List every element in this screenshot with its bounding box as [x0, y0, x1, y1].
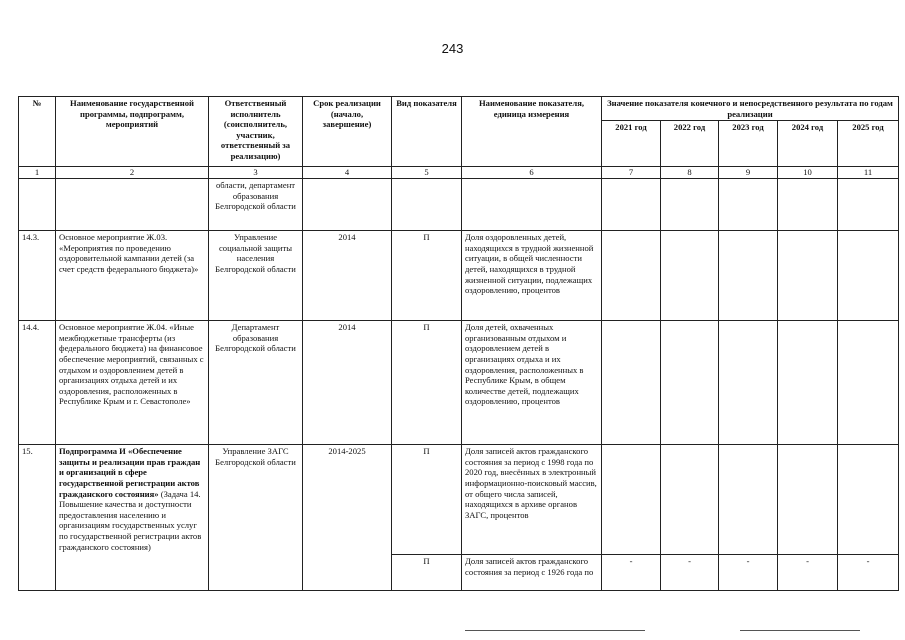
- cell-indicator-type: П: [392, 231, 462, 321]
- cell-responsible: Управление ЗАГС Белгородской области: [209, 445, 303, 591]
- subprogram-task: (Задача 14. Повышение качества и доступности предоставления населению и организациям государственных услуг по государственной регистрации актов гражданского состояния): [59, 488, 202, 552]
- cell-term: 2014: [303, 231, 392, 321]
- column-number: 1: [19, 167, 56, 179]
- header-indicator-name: Наименование показателя, единица измерения: [462, 97, 602, 167]
- header-year-2025: 2025 год: [838, 121, 899, 167]
- cell-value: [602, 445, 661, 555]
- cell-value: [778, 231, 838, 321]
- cell-name: Основное мероприятие Ж.03. «Мероприятия по проведению оздоровительной кампании детей (за счет средств федерального бюджета)»: [56, 231, 209, 321]
- table-row-15: [19, 445, 899, 555]
- cell-empty: [719, 179, 778, 231]
- cell-value: [719, 445, 778, 555]
- table-row-14-4: [19, 321, 899, 445]
- cell-empty: [838, 179, 899, 231]
- cell-value: -: [778, 555, 838, 591]
- cell-indicator: Доля оздоровленных детей, находящихся в трудной жизненной ситуации, в общей численности детей, находящихся в трудной жизненной ситуации, подлежащих оздоровлению, процентов: [462, 231, 602, 321]
- cell-responsible: области, департамент образования Белгородской области: [209, 179, 303, 231]
- cell-responsible: Департамент образования Белгородской области: [209, 321, 303, 445]
- cell-value: [778, 321, 838, 445]
- scan-edge-line: [740, 630, 860, 631]
- cell-no: 14.4.: [19, 321, 56, 445]
- cell-value: [661, 445, 719, 555]
- cell-indicator: Доля записей актов гражданского состояния за период с 1998 года по 2020 год, внесённых в электронный информационно-поисковый массив, от общего числа записей, находящихся в архиве органов ЗАГС, процентов: [462, 445, 602, 555]
- program-table: [18, 96, 899, 591]
- page-number: 243: [441, 41, 464, 56]
- column-number: 5: [392, 167, 462, 179]
- cell-no: 15.: [19, 445, 56, 591]
- cell-indicator-type: П: [392, 445, 462, 555]
- table-row-14-3: [19, 231, 899, 321]
- cell-indicator: Доля записей актов гражданского состояния за период с 1926 года по: [462, 555, 602, 591]
- header-no: №: [19, 97, 56, 167]
- cell-value: -: [719, 555, 778, 591]
- column-number: 2: [56, 167, 209, 179]
- column-number: 7: [602, 167, 661, 179]
- cell-name: Основное мероприятие Ж.04. «Иные межбюджетные трансферты (из федерального бюджета) на финансовое обеспечение мероприятий, связанных с отдыхом и оздоровлением детей в организациях отдыха детей и их оздоровления, расположенных в Республике Крым и г. Севастополе»: [56, 321, 209, 445]
- header-indicator-type: Вид показателя: [392, 97, 462, 167]
- scan-edge-line: [465, 630, 645, 631]
- cell-empty: [462, 179, 602, 231]
- cell-value: [719, 321, 778, 445]
- subprogram-title: Подпрограмма И «Обеспечение защиты и реализации прав граждан и организаций в сфере государственной регистрации актов гражданского состояния»: [59, 446, 201, 499]
- cell-value: [661, 231, 719, 321]
- header-year-2022: 2022 год: [661, 121, 719, 167]
- column-number: 6: [462, 167, 602, 179]
- cell-empty: [661, 179, 719, 231]
- cell-value: [602, 231, 661, 321]
- column-number: 9: [719, 167, 778, 179]
- cell-responsible: Управление социальной защиты населения Белгородской области: [209, 231, 303, 321]
- cell-value: -: [661, 555, 719, 591]
- header-values-group: Значение показателя конечного и непосредственного результата по годам реализации: [602, 97, 899, 121]
- cell-empty: [602, 179, 661, 231]
- cell-term: 2014-2025: [303, 445, 392, 591]
- cell-indicator-type: П: [392, 555, 462, 591]
- column-number: 8: [661, 167, 719, 179]
- cell-empty: [303, 179, 392, 231]
- column-number-row: [19, 167, 899, 179]
- cell-name: [56, 445, 209, 591]
- header-name: Наименование государственной программы, подпрограмм, мероприятий: [56, 97, 209, 167]
- cell-indicator-type: П: [392, 321, 462, 445]
- cell-empty: [56, 179, 209, 231]
- cell-value: -: [838, 555, 899, 591]
- cell-value: [838, 231, 899, 321]
- column-number: 4: [303, 167, 392, 179]
- cell-term: 2014: [303, 321, 392, 445]
- cell-empty: [19, 179, 56, 231]
- cell-value: [778, 445, 838, 555]
- table-row-continuation: [19, 179, 899, 231]
- cell-value: [719, 231, 778, 321]
- header-year-2023: 2023 год: [719, 121, 778, 167]
- cell-value: [838, 445, 899, 555]
- cell-empty: [778, 179, 838, 231]
- cell-indicator: Доля детей, охваченных организованным отдыхом и оздоровлением детей в организациях отдыха и их оздоровления, расположенных в Республике Крым, в общем количестве детей, подлежащих оздоровлению, процентов: [462, 321, 602, 445]
- cell-no: 14.3.: [19, 231, 56, 321]
- column-number: 3: [209, 167, 303, 179]
- header-term: Срок реализации (начало, завершение): [303, 97, 392, 167]
- cell-value: [838, 321, 899, 445]
- column-number: 10: [778, 167, 838, 179]
- cell-empty: [392, 179, 462, 231]
- column-number: 11: [838, 167, 899, 179]
- header-row: [19, 97, 899, 121]
- cell-value: [661, 321, 719, 445]
- header-year-2024: 2024 год: [778, 121, 838, 167]
- header-responsible: Ответственный исполнитель (соисполнитель, участник, ответственный за реализацию): [209, 97, 303, 167]
- header-year-2021: 2021 год: [602, 121, 661, 167]
- cell-value: [602, 321, 661, 445]
- cell-value: -: [602, 555, 661, 591]
